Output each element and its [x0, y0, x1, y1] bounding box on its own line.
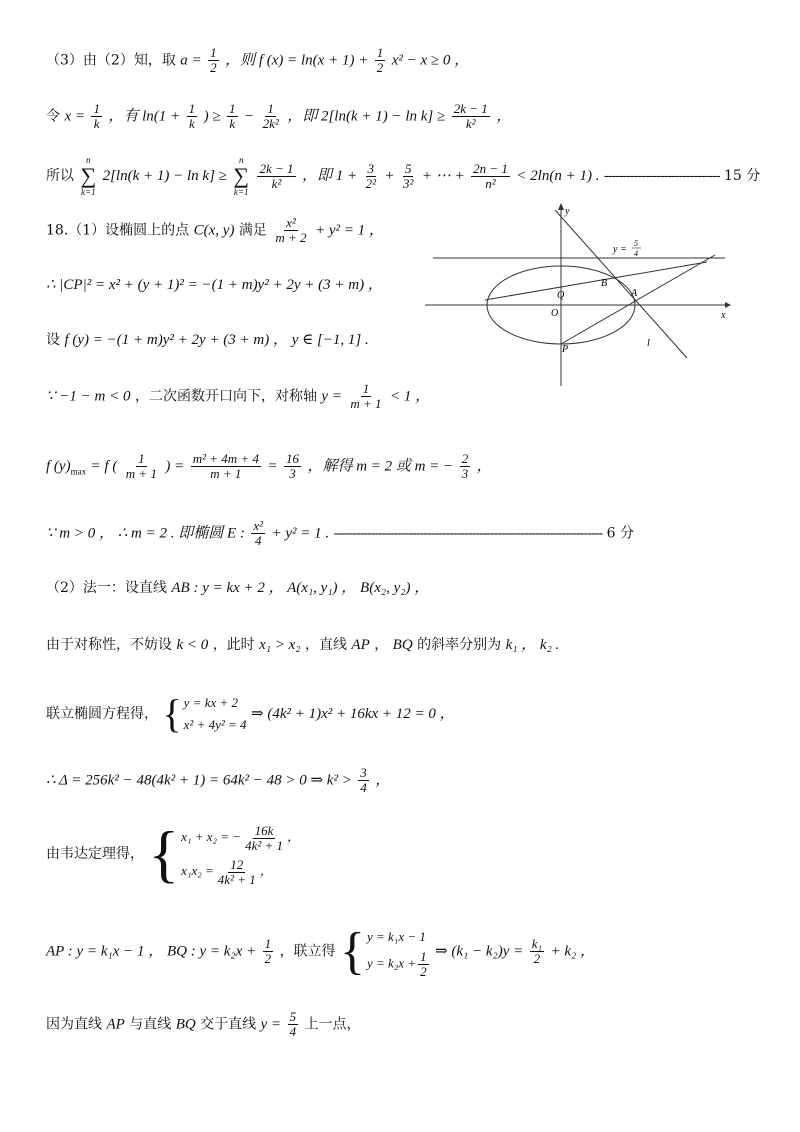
math: −: [243, 108, 255, 125]
label-y-eq: y =: [613, 244, 627, 255]
line-2: [46, 102, 511, 131]
math: C(x, y): [193, 222, 235, 239]
math: ⇒ (k₁ − k₂)y =: [435, 943, 524, 960]
line-13: [46, 766, 390, 795]
math: y =: [260, 1016, 282, 1033]
text: 设: [46, 332, 60, 348]
score: 15 分: [724, 168, 761, 184]
text: 因为直线: [46, 1016, 102, 1033]
equation-system: { y = k₁x − 1 y = k₂x + $\frac{1}{2}$: [340, 922, 427, 980]
fraction: $\frac{3}{4}$: [360, 765, 367, 795]
text: 令: [46, 108, 60, 125]
math: f (y) = −(1 + m)y² + 2y + (3 + m) ， y ∈ [−1, 1] .: [64, 332, 369, 348]
text: ，二次函数开口向下，对称轴: [134, 388, 317, 405]
fraction: $\frac{2n - 1}{\text{n²}}$: [473, 160, 508, 191]
line-BQ: [485, 262, 707, 300]
math: ，: [476, 458, 492, 475]
label-x: x: [721, 310, 726, 321]
score: 6 分: [606, 525, 634, 542]
math: ) ≥: [203, 108, 221, 125]
label-O: O: [551, 308, 559, 319]
math: ∵ m > 0 ， ∴ m = 2 . 即椭圆 E :: [46, 525, 245, 542]
fraction: $\frac{5}{4}$: [289, 1009, 297, 1039]
math: ⇒ (4k² + 1)x² + 16kx + 12 = 0 ，: [251, 706, 455, 722]
fraction: $\frac{5}{\text{3²}}$: [403, 160, 414, 191]
fraction: $\frac{\text{m² + 4m + 4}}{m + 1}$: [192, 451, 259, 481]
math: + y² = 1 ，: [314, 222, 384, 239]
ellipse-figure: [425, 200, 735, 390]
text: 交于直线: [200, 1016, 257, 1033]
fraction: $\frac{\text{k₁}}{2}$: [531, 936, 543, 966]
label-frac-den: 4: [634, 249, 638, 258]
text: 由韦达定理得，: [46, 846, 144, 862]
fraction: $\frac{1}{k}$: [188, 101, 196, 131]
fraction: $\frac{1}{k}$: [93, 101, 100, 131]
math: ，有 ln(1 +: [108, 108, 181, 125]
text: 联立椭圆方程得，: [46, 706, 158, 722]
fraction: $\frac{1}{2}$: [264, 936, 272, 966]
math: + ⋯ +: [421, 168, 465, 184]
line-1: [46, 46, 469, 75]
fraction: $\frac{1}{2}$: [376, 45, 384, 75]
text: 由于对称性，不妨设: [46, 637, 172, 653]
label-y: y: [565, 206, 570, 217]
line-12: [46, 692, 455, 736]
line-3: [46, 155, 760, 197]
fraction: $\frac{2}{3}$: [461, 451, 469, 481]
math: < 1 ，: [390, 388, 431, 405]
subscript: max: [70, 466, 87, 477]
line-7: [46, 382, 430, 411]
math: ，: [375, 772, 391, 789]
line-11: [46, 636, 559, 654]
math: ) =: [165, 458, 185, 475]
text: （3）由（2）知，取: [46, 52, 176, 69]
text: 与直线: [129, 1016, 172, 1033]
summation: n ∑ k=1: [233, 155, 250, 197]
math: k₁ ， k₂ .: [505, 637, 560, 653]
label-P: P: [562, 344, 569, 355]
math: ∴ Δ = 256k² − 48(4k² + 1) = 64k² − 48 > 0 ⇒ k² >: [46, 772, 352, 789]
line-16: [46, 1010, 361, 1039]
fraction: $\frac{\text{x²}}{4}$: [253, 518, 264, 548]
line-8: [46, 452, 492, 481]
fraction: $\frac{2k - 1}{\text{k²}}$: [259, 160, 294, 191]
line-6: [46, 331, 369, 349]
math: =: [267, 458, 278, 475]
dash-leader: -------------------------------: [603, 168, 720, 184]
equation-system: { x₁ + x₂ = − $\frac{16k}{\text{4k² + 1}}$ ， x₁x₂ = $\frac{12}{\text{4k² + 1}}$ ，: [148, 818, 301, 889]
label-B: B: [601, 278, 608, 289]
math: + k₂ ，: [550, 943, 595, 960]
text: ，直线: [304, 637, 347, 653]
math: x =: [64, 108, 85, 125]
text: ，联立得: [279, 943, 336, 960]
math: y =: [321, 388, 342, 405]
math: ，解得 m = 2 或 m = −: [307, 458, 454, 475]
text: 的斜率分别为: [417, 637, 502, 653]
dash-leader: ------------------------------------------------------------------------: [333, 525, 603, 542]
fraction: $\frac{\text{x²}}{m + 2}$: [275, 215, 307, 245]
fraction: $\frac{16}{3}$: [285, 451, 299, 481]
fraction: $\frac{1}{\text{2k²}}$: [262, 101, 279, 131]
math: 2[ln(k + 1) − ln k] ≥: [102, 168, 227, 184]
text: 上一点，: [304, 1016, 361, 1033]
text: ，: [374, 637, 389, 653]
label-A: A: [631, 288, 638, 299]
math: ，则 f (x) = ln(x + 1) +: [225, 52, 369, 69]
math: ，即 1 +: [301, 168, 358, 184]
equation-system: { y = kx + 2 x² + 4y² = 4: [162, 691, 247, 736]
fraction: $\frac{1}{m + 1}$: [125, 451, 157, 481]
line-5: [46, 276, 383, 294]
math: = f (: [90, 458, 118, 475]
math: AP: [106, 1016, 125, 1033]
y-axis-arrow: [558, 203, 564, 210]
math: BQ: [175, 1016, 196, 1033]
text: 所以: [46, 168, 74, 184]
math: AP : y = k₁x − 1 ， BQ : y = k₂x +: [46, 943, 257, 960]
line-10: [46, 579, 429, 597]
math: k < 0: [176, 637, 209, 653]
math: ∵ −1 − m < 0: [46, 388, 131, 405]
fraction: $\frac{1}{m + 1}$: [350, 381, 382, 411]
fraction: $\frac{1}{k}$: [229, 101, 236, 131]
fraction: $\frac{1}{2}$: [210, 45, 217, 75]
line-4: [46, 216, 384, 245]
math: AB : y = kx + 2 ， A(x₁, y₁) ， B(x₂, y₂) ，: [171, 580, 430, 596]
label-Q: Q: [557, 290, 565, 301]
line-15: [46, 924, 595, 979]
math: x₁ > x₂: [259, 637, 301, 653]
line-14: [46, 820, 300, 888]
math: ，即 2[ln(k + 1) − ln k] ≥: [287, 108, 446, 125]
summation: n ∑ k=1: [80, 155, 97, 197]
math: +: [384, 168, 395, 184]
text: 满足: [238, 222, 267, 239]
math: ∴ |CP|² = x² + (y + 1)² = −(1 + m)y² + 2y + (3 + m) ，: [46, 277, 383, 293]
text: 18.（1）设椭圆上的点: [46, 222, 190, 239]
label-frac-num: 5: [634, 239, 638, 248]
math: < 2ln(n + 1) .: [516, 168, 600, 184]
fraction: $\frac{3}{\text{2²}}$: [365, 160, 376, 191]
text: （2）法一：设直线: [46, 580, 167, 596]
math: f (y): [46, 458, 71, 475]
math: a =: [180, 52, 202, 69]
fraction: $\frac{2k - 1}{\text{k²}}$: [453, 101, 488, 131]
math: ，: [496, 108, 512, 125]
line-AP: [561, 255, 715, 344]
math: AP: [351, 637, 370, 653]
text: ，此时: [212, 637, 255, 653]
math: x² − x ≥ 0 ，: [391, 52, 470, 69]
line-9: [46, 519, 634, 548]
math: + y² = 1 .: [271, 525, 330, 542]
label-l: l: [647, 338, 650, 349]
math: BQ: [392, 637, 413, 653]
x-axis-arrow: [725, 302, 731, 308]
